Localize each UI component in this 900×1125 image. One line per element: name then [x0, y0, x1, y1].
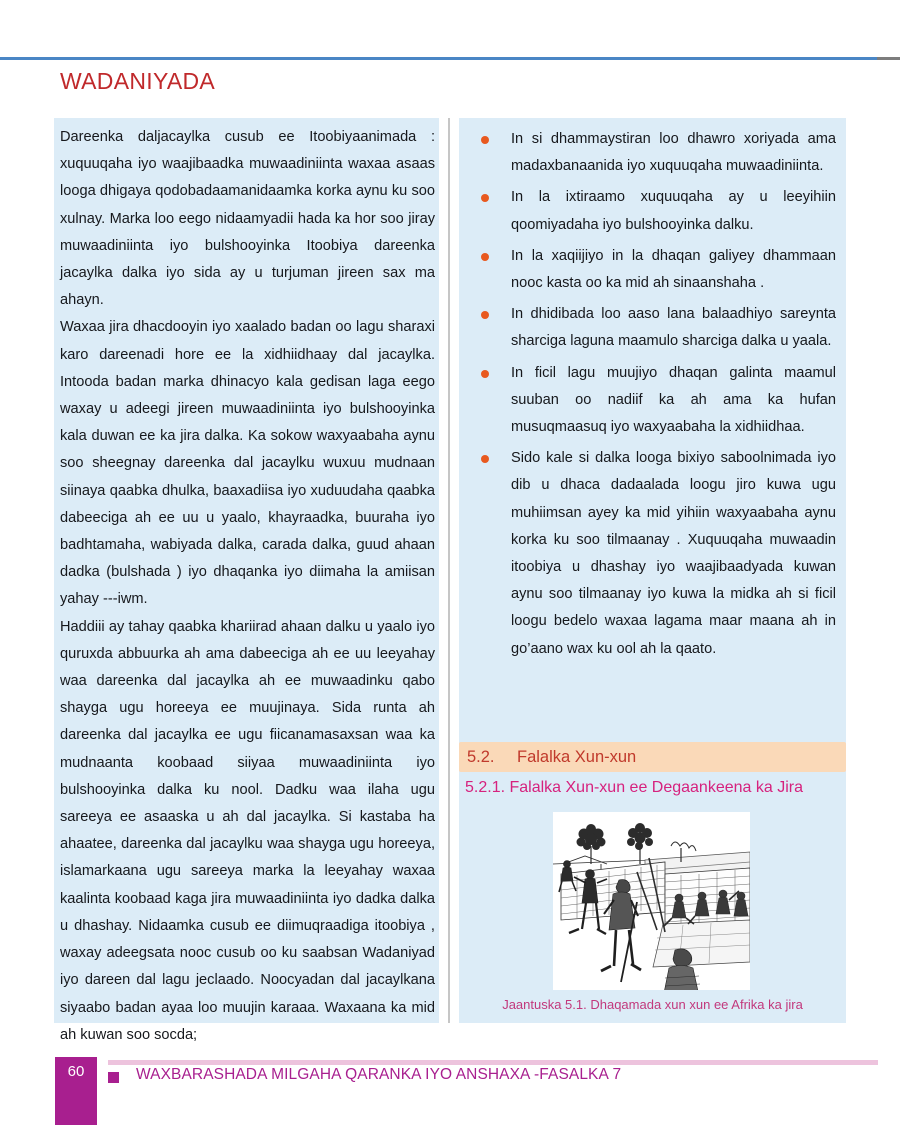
left-text-column: [54, 118, 439, 1043]
bullet-dot-icon: [481, 194, 489, 202]
bullet-dot-icon: [481, 136, 489, 144]
figure-caption: Jaantuska 5.1. Dhaqamada xun xun ee Afrika ka jira: [502, 997, 803, 1012]
paragraph: Haddiii ay tahay qaabka khariirad ahaan dalku u yaalo iyo quruxda abbuurka ah ama dabeeciga ah ee uu leeyahay waa dareenka dal jacaylka ah ee muwaadinku qabo shayga ugu horeeya ee muujinaya. Sida runta ah dareenka dal jacaylka ee ugu fiicanamasaxsan waa ka mudnaanta koobaad siiyaa muwaadiniinta iyo bulshooyinka dalka ku nool. Dadku waa ilaha ugu sareeya ee asaaska u ah dal jacaylka. Si kastaba ha ahaatee, dareenka dal jacaylku waa shayga ugu horeeya, islamarkaana ugu sareeya marka la leeyahay waxaa kaalinta koobaad kaga jira muwaadiniinta iyo dadka dalka u dhashay. Nidaamka cusub ee diimuqraadiga itoobiya , waxay adeegsata nooc cusub oo ku saabsan Wadaniyad iyo dareen dal lagu jeclaado. Noocyadan dal jacaylkana siyaabo badan ayaa loo muujin karaaa. Waxaana ka mid ah kuwan soo socda;: [60, 618, 435, 1043]
list-item-text: In si dhammaystiran loo dhawro xoriyada ama madaxbanaanida iyo xuquuqaha muwaadiniinta.: [511, 131, 836, 175]
bullet-dot-icon: [481, 370, 489, 378]
bullet-dot-icon: [481, 311, 489, 319]
list-item: [473, 126, 836, 180]
bullet-list: [459, 118, 846, 663]
footer-title: WAXBARASHADA MILGAHA QARANKA IYO ANSHAXA -FASALKA 7: [136, 1066, 622, 1083]
section-heading-5-2: [459, 742, 846, 772]
footer-bullet-square-icon: [108, 1072, 119, 1083]
bullet-dot-icon: [481, 455, 489, 463]
list-item: [473, 301, 836, 355]
village-wall-scene-drawing: [553, 812, 750, 990]
list-item-text: Sido kale si dalka looga bixiyo saboolnimada iyo dib u dhaca dadaalada loogu jiro kuwa ugu muhiimsan ayey ka mid yihiin waxyaabaha aynu korka ku soo tilmaanay . Xuquuqaha muwaadin itoobiya u dhashay iyo waajibaadyada kuwan aynu soo tilmaanay iyo kuwa la midka ah si ficil loogu bedelo waxaa lagama maar maana ah in go’aano wax ku ool ah la qaato.: [511, 450, 836, 657]
figure-illustration: [553, 812, 750, 990]
page-title: WADANIYADA: [60, 68, 216, 94]
top-divider-rule-cap: [877, 57, 900, 60]
list-item: [473, 184, 836, 238]
bullet-dot-icon: [481, 253, 489, 261]
list-item: [473, 445, 836, 663]
section-number: 5.2.: [467, 748, 495, 766]
list-item: [473, 360, 836, 442]
list-item-text: In ficil lagu muujiyo dhaqan galinta maamul suuban oo nadiif ka ah ama ka hufan musuqmaasuq iyo waxyaabaha la xidhiidhaa.: [511, 364, 836, 436]
list-item: [473, 243, 836, 297]
page-number: 60: [67, 1063, 85, 1080]
paragraph: Waxaa jira dhacdooyin iyo xaalado badan oo lagu sharaxi karo dareenadi hore ee la xidhiidhaay dal jacaylka. Intooda badan marka dhinacyo kala gedisan laga eego waxay u adeegi jireen muwaadiniinta iyo bulshooyinka kala duwan ee ka jira dalka. Ka sokow waxyaabaha aynu soo sheegnay dareenka dal jacaylku wuxuu mudnaan siinaya qaabka dhulka, baaxadiisa iyo xuduudaha qaabka dabeeciga ah ee uu u yaalo, khayraadka, buuraha iyo badhtamaha, wabiyada dalka, carada dalka, guud ahaan dadka (bulshada ) iyo dhaqanka iyo diimaha la amiisan yahay ---iwm.: [60, 319, 435, 608]
section-label: Falalka Xun-xun: [517, 748, 637, 766]
column-divider: [448, 118, 450, 1023]
list-item-text: In dhidibada loo aaso lana balaadhiyo sareynta sharciga laguna maamulo sharciga dalka u yaala.: [511, 306, 836, 350]
top-divider-rule: [0, 57, 877, 60]
list-item-text: In la ixtiraamo xuquuqaha ay u leeyihiin qoomiyadaha iyo bulshooyinka dalku.: [511, 189, 836, 233]
paragraph: Dareenka daljacaylka cusub ee Itoobiyaanimada : xuquuqaha iyo waajibaadka muwaadiniinta waxaa asaas looga dhigaya qodobadaamanidaamka korka aynu ku soo xulnay. Marka loo eego nidaamyadii hada ka hor soo jiray muwaadiniinta iyo bulshooyinka Itoobiya dareenka jacaylka dalka iyo sida ay u turjuman jireen sax ma ahayn.: [60, 129, 435, 309]
list-item-text: In la xaqiijiyo in la dhaqan galiyey dhammaan nooc kasta oo ka mid ah sinaanshaha .: [511, 247, 836, 292]
subsection-heading-5-2-1: 5.2.1. Falalka Xun-xun ee Degaankeena ka Jira: [459, 774, 846, 802]
footer-rule: [108, 1060, 878, 1065]
